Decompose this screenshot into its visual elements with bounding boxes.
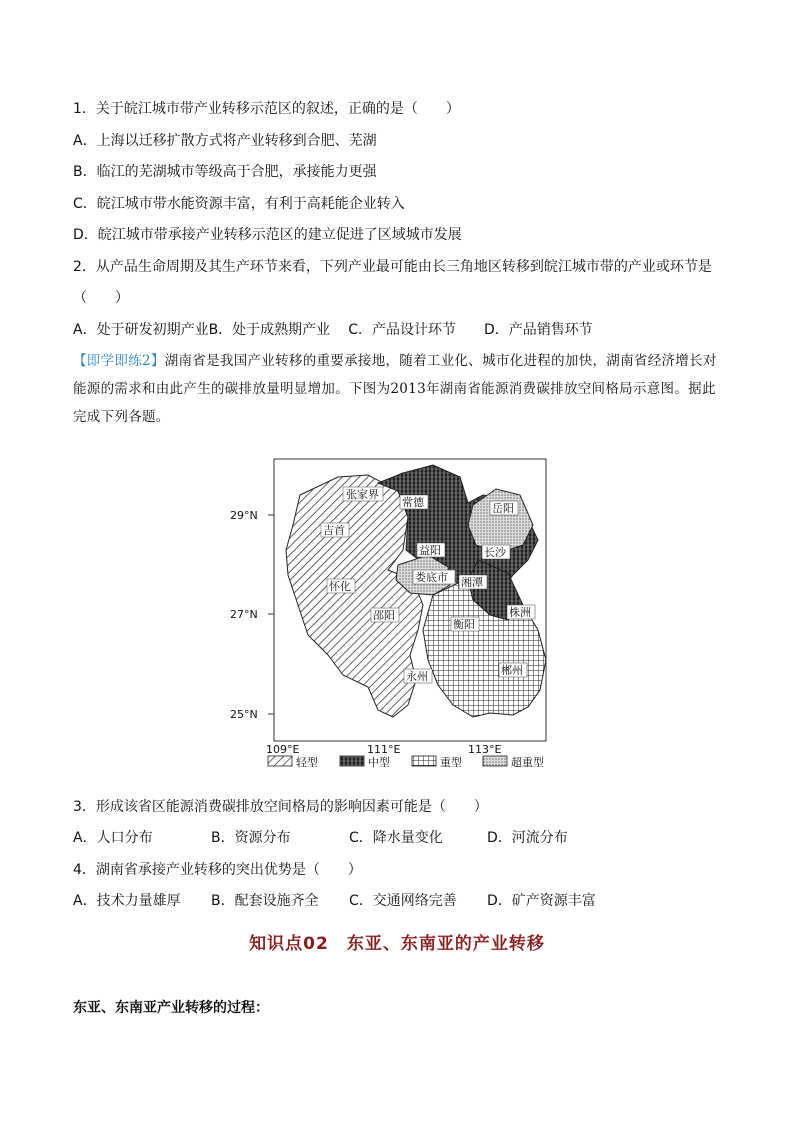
city-label: 常德 — [402, 496, 424, 509]
practice-text: 湖南省是我国产业转移的重要承接地，随着工业化、城市化进程的加快，湖南省经济增长对能源的需求和由此产生的碳排放量明显增加。下图为2013年湖南省能源消费碳排放空间格局示意图。据此完成下列各题。 — [73, 353, 717, 425]
lat-labels — [230, 509, 274, 721]
legend-label: 重型 — [440, 756, 462, 769]
q1-option-a: A．上海以迁移扩散方式将产业转移到合肥、芜湖 — [73, 133, 377, 149]
city-label: 永州 — [406, 670, 428, 683]
q1-option-c: C．皖江城市带水能资源丰富，有利于高耗能企业转入 — [73, 196, 405, 212]
lat-label: 25°N — [230, 708, 258, 721]
q4-option-c: C．交通网络完善 — [349, 893, 457, 909]
q2-option-c: C．产品设计环节 — [348, 322, 456, 338]
map-legend — [268, 755, 544, 769]
q4-option-b: B．配套设施齐全 — [211, 893, 319, 909]
section-title: 知识点02 东亚、东南亚的产业转移 — [249, 934, 545, 954]
city-label: 长沙 — [484, 546, 506, 559]
q3-stem: 3．形成该省区能源消费碳排放空间格局的影响因素可能是（ ） — [73, 799, 488, 815]
practice-tag: 【即学即练2】 — [73, 353, 165, 369]
q3-option-a: A．人口分布 — [73, 830, 153, 846]
q4-stem: 4．湖南省承接产业转移的突出优势是（ ） — [73, 862, 362, 878]
legend-label: 超重型 — [511, 756, 544, 769]
practice-paragraph — [73, 347, 723, 431]
city-label: 衡阳 — [453, 618, 475, 631]
q1-stem: 1．关于皖江城市带产业转移示范区的叙述，正确的是（ ） — [73, 101, 460, 117]
city-label: 娄底市 — [415, 571, 448, 584]
lon-label: 113°E — [468, 743, 502, 756]
city-label: 张家界 — [346, 488, 379, 501]
city-label: 株洲 — [509, 606, 531, 619]
city-label: 怀化 — [329, 580, 351, 593]
q4-option-a: A．技术力量雄厚 — [73, 893, 181, 909]
lat-label: 27°N — [230, 608, 258, 621]
map-svg — [228, 455, 560, 770]
q3-option-c: C．降水量变化 — [349, 830, 443, 846]
city-label: 湘潭 — [461, 576, 483, 589]
q2-options — [73, 320, 593, 340]
q3-option-b: B．资源分布 — [211, 830, 291, 846]
lon-label: 111°E — [367, 743, 401, 756]
q1-option-b: B．临江的芜湖城市等级高于合肥，承接能力更强 — [73, 164, 377, 180]
q4-option-d: D．矿产资源丰富 — [487, 893, 596, 909]
legend-label: 中型 — [368, 756, 390, 769]
q2-stem: 2．从产品生命周期及其生产环节来看，下列产业最可能由长三角地区转移到皖江城市带的产业或环节是 — [73, 259, 712, 275]
hunan-carbon-map — [228, 455, 560, 770]
q3-option-d: D．河流分布 — [487, 830, 568, 846]
city-label: 邵阳 — [373, 609, 395, 622]
lon-labels — [266, 743, 501, 756]
q1-option-d: D．皖江城市带承接产业转移示范区的建立促进了区域城市发展 — [73, 227, 462, 243]
q3-options — [73, 828, 568, 848]
q2-option-d: D．产品销售环节 — [483, 322, 593, 338]
q2-option-a: A．处于研发初期产业 — [73, 322, 209, 338]
lat-label: 29°N — [230, 509, 258, 522]
city-label: 岳阳 — [492, 502, 514, 515]
q2-option-b: B．处于成熟期产业 — [208, 322, 331, 338]
q2-answer-paren: （ ） — [73, 290, 129, 306]
section-subhead: 东亚、东南亚产业转移的过程： — [73, 1000, 269, 1016]
city-label: 吉首 — [323, 524, 345, 537]
q4-options — [73, 891, 596, 911]
lon-label: 109°E — [266, 743, 300, 756]
city-label: 益阳 — [419, 544, 441, 557]
city-label: 郴州 — [501, 664, 523, 677]
legend-label: 轻型 — [296, 756, 318, 769]
